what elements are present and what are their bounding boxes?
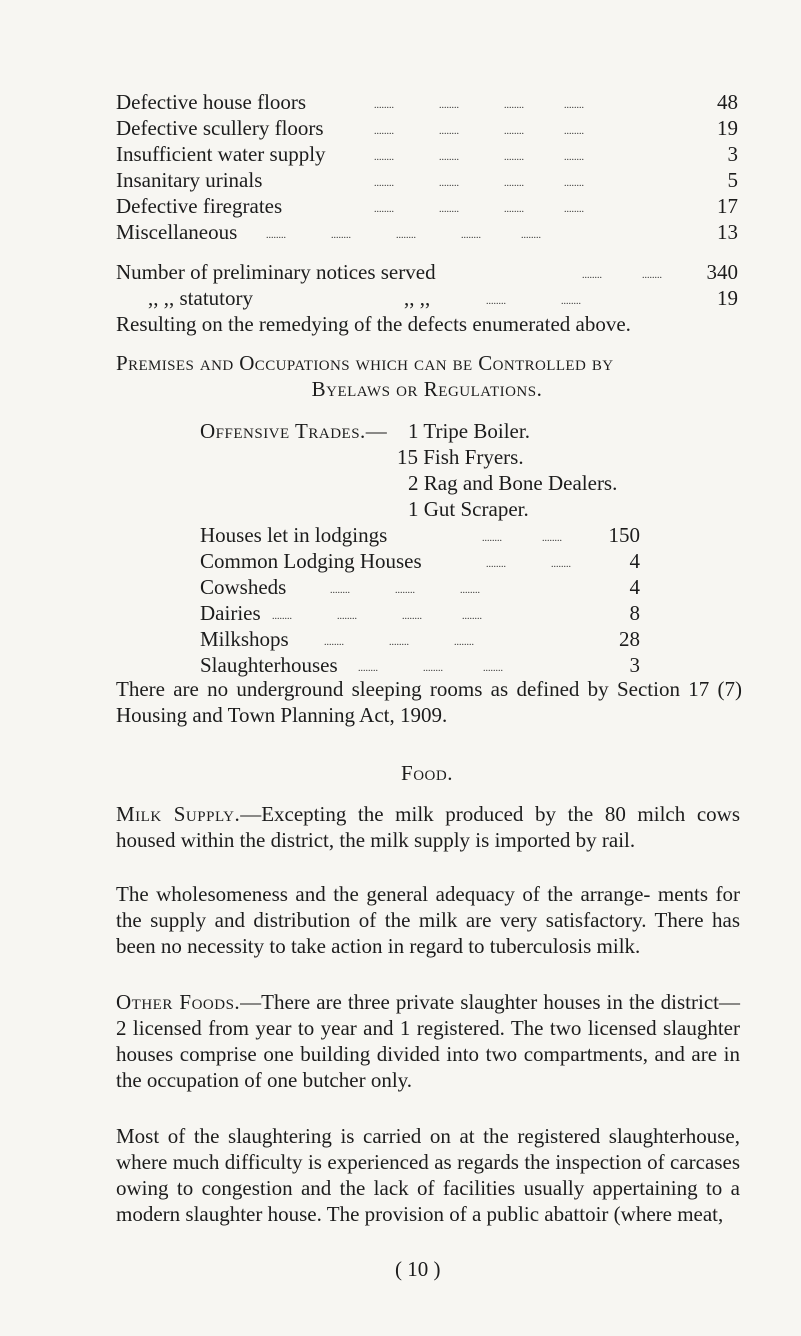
other-foods-label: Other Foods.	[116, 990, 241, 1014]
milk-adequacy-paragraph: The wholesomeness and the general adequacy of the arrange- ments for the supply and distribution of the milk are very satisfactory. There has been no necessity to take action in regard to tuberculosis milk.	[116, 882, 740, 958]
preliminary-notices-row: Number of preliminary notices served ........ ........ 340	[116, 260, 738, 284]
offensive-trades-label: Offensive Trades.—	[200, 419, 388, 443]
defect-row: Insanitary urinals ........ ........ ........ ........ 5	[116, 168, 738, 192]
other-foods-paragraph: Other Foods.—There are three private slaughter houses in the district—2 licensed from year to year and 1 registered. The two licensed slaughter houses comprise one building divided into two compartments, and are in the occupation of one butcher only.	[116, 990, 740, 1092]
premises-heading-line1: Premises and Occupations which can be Controlled by	[116, 351, 614, 375]
resulting-text: Resulting on the remedying of the defects enumerated above.	[116, 312, 631, 336]
defect-row: Defective firegrates ........ ........ ........ ........ 17	[116, 194, 738, 218]
defect-row: Defective scullery floors ........ ........ ........ ........ 19	[116, 116, 738, 140]
premises-count-row: Common Lodging Houses ........ ........ 4	[200, 549, 640, 573]
defect-row: Defective house floors ........ ........ ........ ........ 48	[116, 90, 738, 114]
milk-supply-label: Milk Supply.	[116, 802, 241, 826]
premises-count-row: Milkshops ........ ........ ........ 28	[200, 627, 640, 651]
slaughtering-paragraph: Most of the slaughtering is carried on at the registered slaughterhouse, where much difficulty is experienced as regards the inspection of carcases owing to congestion and the lack of facilities usually appertaining to a modern slaughter house. The provision of a public abattoir (where meat,	[116, 1124, 740, 1226]
premises-heading-line2: Byelaws or Regulations.	[311, 377, 543, 401]
premises-count-row: Cowsheds ........ ........ ........ 4	[200, 575, 640, 599]
offensive-trade-item: 1 Gut Scraper.	[408, 497, 529, 521]
premises-count-row: Dairies ........ ........ ........ ........ 8	[200, 601, 640, 625]
food-heading: Food.	[401, 761, 453, 785]
statutory-notices-row: ,, ,, statutory ,, ,, ........ ........ 19	[148, 286, 738, 310]
offensive-trade-item: 15 Fish Fryers.	[397, 445, 524, 469]
offensive-trade-item: 2 Rag and Bone Dealers.	[408, 471, 618, 495]
premises-count-row: Slaughterhouses ........ ........ ........ 3	[200, 653, 640, 677]
premises-count-row: Houses let in lodgings ........ ........ 150	[200, 523, 640, 547]
page-number: ( 10 )	[395, 1257, 441, 1281]
offensive-trade-item: 1 Tripe Boiler.	[408, 419, 530, 443]
defect-row: Miscellaneous ........ ........ ........ ........ ........ 13	[116, 220, 738, 244]
underground-rooms-note: There are no underground sleeping rooms as defined by Section 17 (7) Housing and Town Planning Act, 1909.	[116, 677, 742, 727]
defect-row: Insufficient water supply ........ ........ ........ ........ 3	[116, 142, 738, 166]
milk-supply-paragraph: Milk Supply.—Excepting the milk produced by the 80 milch cows housed within the district, the milk supply is imported by rail.	[116, 802, 740, 852]
